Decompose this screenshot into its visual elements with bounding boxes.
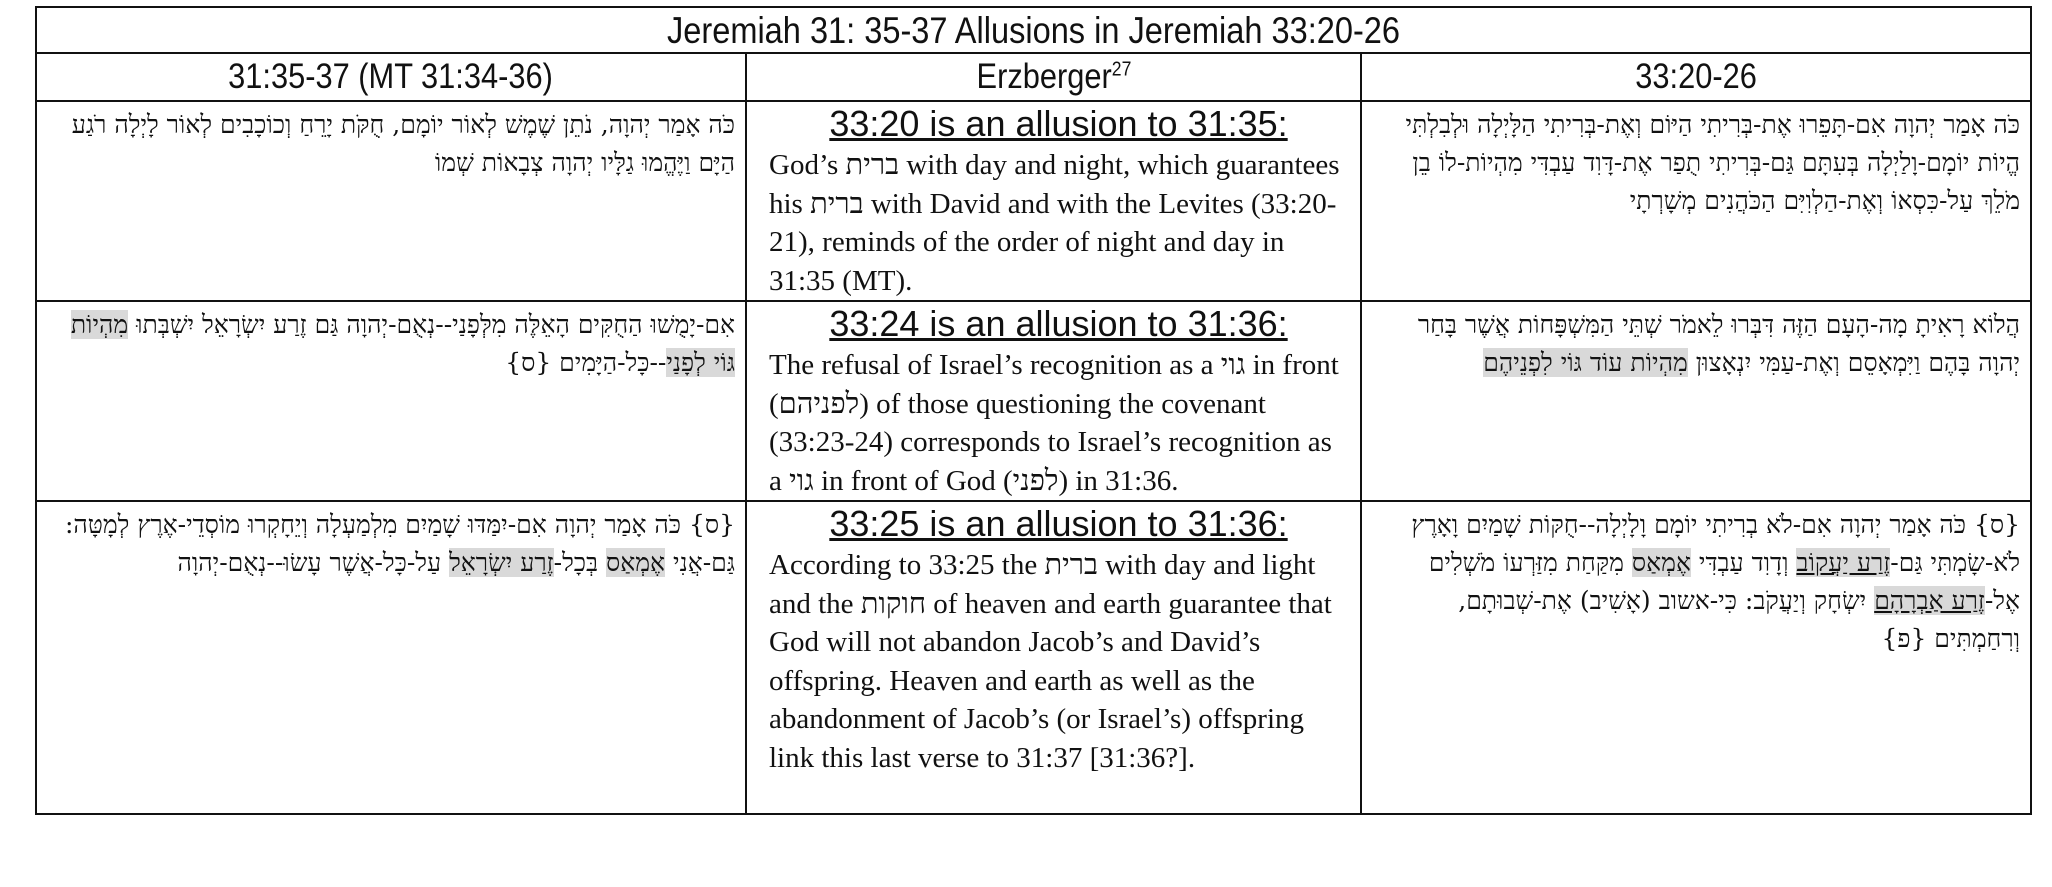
hebrew-text-31-36 — [36, 301, 746, 501]
hebrew-text-33-20 — [1361, 101, 2031, 301]
hebrew-verse-part: יִשְׂחָק וְיַעֲקֹב: כִּי-אשוב (אָשִׁיב) אֶת-שְׁבוּתָם, וְרִחַמְתִּים {פ} — [1458, 586, 2021, 653]
hebrew-text-33-25-26 — [1361, 501, 2031, 814]
column-header-jeremiah-31 — [36, 53, 746, 101]
allusion-heading: 33:24 is an allusion to 31:36: — [829, 303, 1288, 344]
table-row — [36, 301, 2031, 501]
hebrew-text-31-37 — [36, 501, 746, 814]
column-header-jeremiah-33-label: 33:20-26 — [1635, 57, 1757, 96]
hebrew-verse-part: הֲלוֹא רָאִיתָ מָה-הָעָם הַזֶּה דִּבְּרוּ לֵאמֹר שְׁתֵּי הַמִּשְׁפָּחוֹת אֲשֶׁר בָּחַר יְהוָה בָּהֶם וַיִּמְאָסֵם וְאֶת-עַמִּי יִנְאָצוּן — [1417, 310, 2021, 377]
hebrew-verse: כֹּה אָמַר יְהוָה אִם-תָּפֵרוּ אֶת-בְּרִיתִי הַיּוֹם וְאֶת-בְּרִיתִי הַלָּיְלָה וּלְבִלְתִּי הֱיוֹת יוֹמָם-וָלַיְלָה בְּעִתָּם גַּם-בְּרִיתִי תֻפַר אֶת-דָּוִד עַבְדִּי מִהְיוֹת-לוֹ בֵן מֹלֵךְ עַל-כִּסְאוֹ וְאֶת-הַלְוִיִּם הַכֹּהֲנִים מְשָׁרְתָי — [1405, 110, 2021, 215]
hebrew-verse-part: עַל-כָּל-אֲשֶׁר עָשׂוּ--נְאֻם-יְהוָה — [177, 548, 450, 577]
highlighted-phrase: זֶרַע אַבְרָהָם — [1874, 586, 1985, 615]
allusion-commentary: According to 33:25 the ברית with day and light and the חוקות of heaven and earth guarantee that God will not abandon Jacob’s and David’s offspring. Heaven and earth as well as the abandonment of Jacob’s (or Israel’s) offspring link this last verse to 31:37 [31:36?]. — [769, 549, 1332, 774]
hebrew-verse: כֹּה אָמַר יְהוָה, נֹתֵן שֶׁמֶשׁ לְאוֹר יוֹמָם, חֻקֹּת יָרֵחַ וְכוֹכָבִים לְאוֹר לָיְלָה רֹגַע הַיָּם וַיֶּהֱמוּ גַלָּיו יְהוָה צְבָאוֹת שְׁמוֹ — [71, 110, 735, 177]
hebrew-text-33-24 — [1361, 301, 2031, 501]
hebrew-verse-part: וְדָוִד עַבְדִּי — [1690, 548, 1797, 577]
commentary-cell — [746, 301, 1361, 501]
highlighted-phrase: זֶרַע יִשְׂרָאֵל — [449, 548, 554, 577]
highlighted-phrase: אֶמְאַס — [1631, 548, 1691, 577]
hebrew-verse-part: בְּכָל- — [553, 548, 607, 577]
table-row — [36, 101, 2031, 301]
commentary-cell — [746, 501, 1361, 814]
hebrew-verse-part: {ס} כֹּה אָמַר יְהוָה אִם-לֹא בְרִיתִי יוֹמָם וָלָיְלָה--חֻקּוֹת שָׁמַיִם וָאָרֶץ לֹא-שָׂמְתִּי גַּם- — [1411, 510, 2021, 577]
table-title-cell — [36, 7, 2031, 53]
allusion-heading: 33:20 is an allusion to 31:35: — [829, 103, 1288, 144]
highlighted-phrase: זֶרַע יַעֲקוֹב — [1796, 548, 1891, 577]
hebrew-verse-part: אִם-יָמֻשׁוּ הַחֻקִּים הָאֵלֶּה מִלְּפָנַי--נְאֻם-יְהוָה גַּם זֶרַע יִשְׂרָאֵל יִשְׁבְּתוּ — [128, 310, 735, 339]
table-title: Jeremiah 31: 35-37 Allusions in Jeremiah 33:20-26 — [666, 10, 1401, 51]
allusion-commentary: The refusal of Israel’s recognition as a גוי in front (לפניהם) of those questioning the covenant (33:23-24) corresponds to Israel’s recognition as a גוי in front of God (לפני) in 31:36. — [769, 349, 1339, 497]
highlighted-phrase: מִהְיוֹת עוֹד גּוֹי לִפְנֵיהֶם — [1483, 348, 1688, 377]
hebrew-verse-part: מִקַּחַת מִזַּרְעוֹ מֹשְׁלִים אֶל- — [1428, 548, 2021, 615]
column-header-jeremiah-31-label: 31:35-37 (MT 31:34-36) — [228, 57, 554, 96]
allusions-table — [35, 6, 2032, 815]
footnote-marker: 27 — [1111, 58, 1131, 81]
allusion-heading: 33:25 is an allusion to 31:36: — [829, 503, 1288, 544]
hebrew-verse-part: {ס} כֹּה אָמַר יְהוָה אִם-יִמַּדּוּ שָׁמַיִם מִלְמַעְלָה וְיֵחָקְרוּ מוֹסְדֵי-אֶרֶץ לְמָטָּה: גַּם-אֲנִי — [64, 510, 735, 577]
hebrew-text-31-35 — [36, 101, 746, 301]
highlighted-phrase: אֶמְאַס — [606, 548, 666, 577]
column-header-erzberger — [746, 53, 1361, 101]
commentary-cell — [746, 101, 1361, 301]
hebrew-verse-part: --כָּל-הַיָּמִים {ס} — [505, 348, 667, 377]
column-header-erzberger-label: Erzberger — [976, 57, 1112, 96]
table-row — [36, 501, 2031, 814]
allusion-commentary: God’s ברית with day and night, which guarantees his ברית with David and with the Levites (33:20-21), reminds of the order of night and day in 31:35 (MT). — [769, 149, 1340, 297]
highlighted-phrase: מִהְיוֹת גּוֹי לְפָנַי — [70, 310, 735, 377]
column-header-jeremiah-33 — [1361, 53, 2031, 101]
